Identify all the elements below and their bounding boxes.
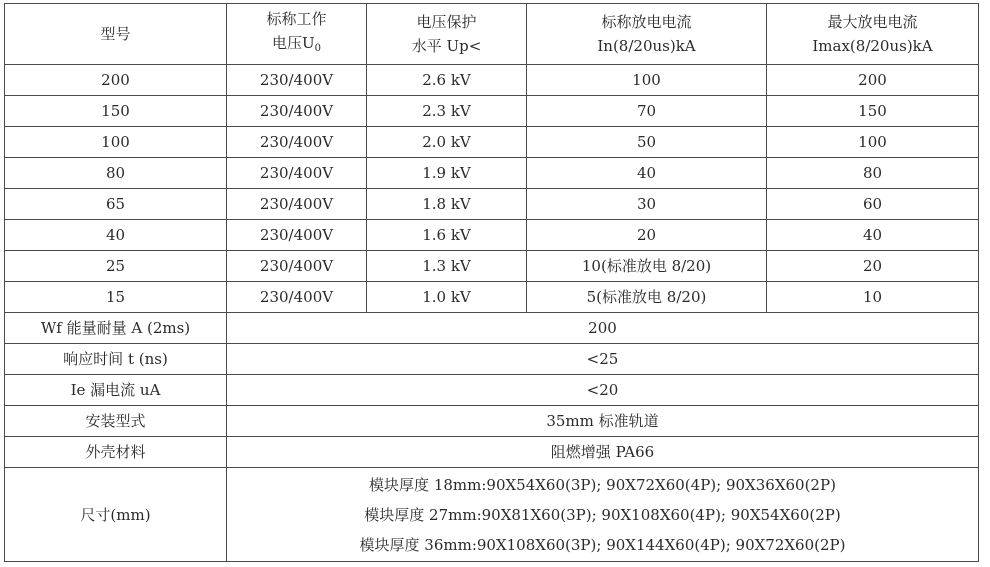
cell-voltage: 230/400V	[227, 220, 367, 251]
cell-max: 10	[767, 282, 979, 313]
header-voltage-line2: 电压$U_0$	[271, 34, 322, 54]
spec-value: <20	[227, 375, 979, 406]
header-protection	[367, 4, 527, 65]
dimension-line: 模块厚度 36mm:90X108X60(3P); 90X144X60(4P); 90X72X60(2P)	[359, 535, 846, 554]
cell-voltage: 230/400V	[227, 127, 367, 158]
header-nominal-line2: In(8/20us)kA	[597, 37, 696, 55]
table-row	[5, 158, 979, 189]
cell-voltage: 230/400V	[227, 158, 367, 189]
spec-label: 安装型式	[5, 406, 227, 437]
cell-protection: 1.0 kV	[367, 282, 527, 313]
spec-row-mounting	[5, 406, 979, 437]
cell-max: 200	[767, 65, 979, 96]
cell-voltage: 230/400V	[227, 282, 367, 313]
spec-row-housing	[5, 437, 979, 468]
cell-protection: 1.3 kV	[367, 251, 527, 282]
cell-nominal: 70	[527, 96, 767, 127]
header-nominal-current	[527, 4, 767, 65]
cell-max: 150	[767, 96, 979, 127]
header-row	[5, 4, 979, 65]
spec-value: 阻燃增强 PA66	[227, 437, 979, 468]
cell-model: 15	[5, 282, 227, 313]
cell-protection: 1.6 kV	[367, 220, 527, 251]
header-max-current	[767, 4, 979, 65]
cell-voltage: 230/400V	[227, 96, 367, 127]
dimension-line: 模块厚度 27mm:90X81X60(3P); 90X108X60(4P); 90X54X60(2P)	[364, 505, 841, 524]
cell-model: 25	[5, 251, 227, 282]
cell-protection: 2.0 kV	[367, 127, 527, 158]
table-row	[5, 220, 979, 251]
cell-model: 200	[5, 65, 227, 96]
spec-row-energy	[5, 313, 979, 344]
cell-nominal: 20	[527, 220, 767, 251]
dimension-line: 模块厚度 18mm:90X54X60(3P); 90X72X60(4P); 90X36X60(2P)	[369, 475, 836, 494]
cell-nominal: 100	[527, 65, 767, 96]
header-voltage	[227, 4, 367, 65]
table-row	[5, 282, 979, 313]
table-row	[5, 189, 979, 220]
dimensions-label: 尺寸(mm)	[5, 468, 227, 562]
voltage-subscript: 0	[314, 43, 322, 54]
header-voltage-line1: 标称工作	[266, 10, 327, 28]
spec-value: 200	[227, 313, 979, 344]
spec-label: 响应时间 t (ns)	[5, 344, 227, 375]
spec-row-leakage	[5, 375, 979, 406]
spec-row-response-time	[5, 344, 979, 375]
cell-protection: 1.8 kV	[367, 189, 527, 220]
table-row	[5, 96, 979, 127]
header-protection-line2: 水平 Up<	[411, 37, 482, 55]
cell-nominal: 10(标准放电 8/20)	[527, 251, 767, 282]
header-nominal-line1: 标称放电电流	[601, 13, 692, 31]
cell-nominal: 30	[527, 189, 767, 220]
cell-voltage: 230/400V	[227, 251, 367, 282]
cell-model: 65	[5, 189, 227, 220]
cell-protection: 2.3 kV	[367, 96, 527, 127]
header-max-line2: Imax(8/20us)kA	[812, 37, 933, 55]
header-max-line1: 最大放电电流	[827, 13, 918, 31]
cell-max: 40	[767, 220, 979, 251]
cell-nominal: 40	[527, 158, 767, 189]
spec-label: Wf 能量耐量 A (2ms)	[5, 313, 227, 344]
cell-voltage: 230/400V	[227, 65, 367, 96]
spec-table	[4, 3, 979, 562]
cell-model: 80	[5, 158, 227, 189]
spec-label: 外壳材料	[5, 437, 227, 468]
table-row	[5, 127, 979, 158]
header-model: 型号	[5, 4, 227, 65]
spec-value: <25	[227, 344, 979, 375]
cell-model: 150	[5, 96, 227, 127]
cell-protection: 1.9 kV	[367, 158, 527, 189]
spec-value: 35mm 标准轨道	[227, 406, 979, 437]
cell-max: 60	[767, 189, 979, 220]
cell-voltage: 230/400V	[227, 189, 367, 220]
cell-max: 100	[767, 127, 979, 158]
cell-model: 40	[5, 220, 227, 251]
table-row	[5, 65, 979, 96]
cell-nominal: 5(标准放电 8/20)	[527, 282, 767, 313]
cell-model: 100	[5, 127, 227, 158]
cell-nominal: 50	[527, 127, 767, 158]
header-protection-line1: 电压保护	[416, 13, 477, 31]
cell-max: 80	[767, 158, 979, 189]
table-row	[5, 251, 979, 282]
cell-protection: 2.6 kV	[367, 65, 527, 96]
dimensions-value	[227, 468, 979, 562]
cell-max: 20	[767, 251, 979, 282]
spec-label: Ie 漏电流 uA	[5, 375, 227, 406]
spec-row-dimensions	[5, 468, 979, 562]
